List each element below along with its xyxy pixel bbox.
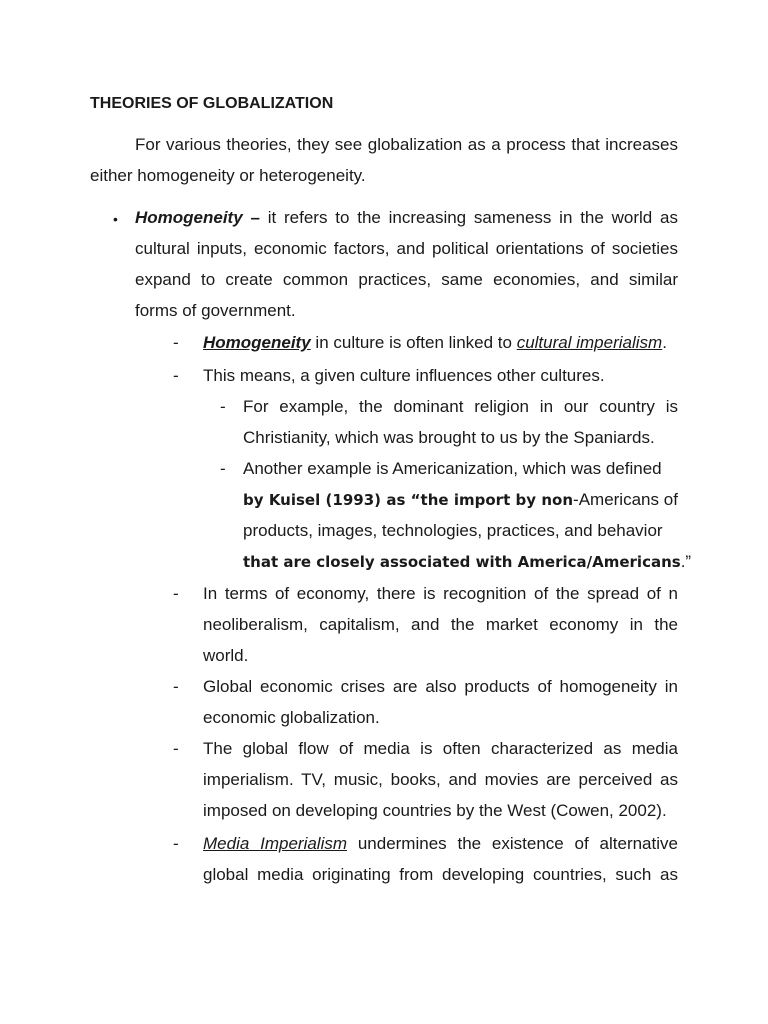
item3-line-1: In terms of economy, there is recognition of the spread of n (203, 584, 678, 603)
sub2-line-4 (243, 551, 691, 573)
item5-line-1: The global flow of media is often characterized as media (203, 739, 678, 758)
item5-line-2: imperialism. TV, music, books, and movies are perceived as (203, 770, 678, 789)
sub2-line-4-bold: that are closely associated with America/Americans (243, 553, 681, 571)
bullet-term: Homogeneity – (135, 208, 260, 227)
bullet-line-3: expand to create common practices, same economies, and similar (135, 270, 678, 289)
dash-marker: - (173, 677, 179, 696)
bullet-icon: • (113, 211, 118, 227)
dash-marker: - (173, 366, 179, 385)
dash-marker: - (220, 397, 226, 416)
item6-line-1-rest: undermines the existence of alternative (357, 834, 678, 853)
document-title: THEORIES OF GLOBALIZATION (90, 95, 334, 112)
item6-term: Media Imperialism (203, 834, 348, 853)
item1-term: Homogeneity (203, 333, 311, 352)
sub2-line-2 (243, 489, 678, 511)
item6-line-2: global media originating from developing countries, such as (203, 865, 678, 884)
dash-marker: - (173, 834, 179, 853)
sub2-line-1: Another example is Americanization, which was defined (243, 459, 662, 478)
bullet-line-1 (135, 207, 678, 229)
intro-line-2: either homogeneity or heterogeneity. (90, 166, 366, 185)
item-homogeneity-culture (203, 332, 667, 354)
bullet-line-4: forms of government. (135, 301, 296, 320)
sub2-line-4-end: .” (680, 552, 692, 571)
item4-line-1: Global economic crises are also products of homogeneity in (203, 677, 678, 696)
intro-line-1: For various theories, they see globalization as a process that increases (135, 135, 678, 154)
item4-line-2: economic globalization. (203, 708, 380, 727)
item1-link: cultural imperialism (516, 333, 663, 352)
dash-marker: - (173, 584, 179, 603)
sub1-line-1: For example, the dominant religion in our country is (243, 397, 678, 416)
item6-line-1 (203, 833, 678, 855)
bullet-line-2: cultural inputs, economic factors, and political orientations of societies (135, 239, 678, 258)
dash-marker: - (220, 459, 226, 478)
item-culture-influence: This means, a given culture influences other cultures. (203, 366, 605, 385)
sub2-line-3: products, images, technologies, practices, and behavior (243, 521, 663, 540)
item1-mid: in culture is often linked to (310, 333, 517, 352)
item1-end: . (662, 333, 667, 352)
item3-line-3: world. (203, 646, 249, 665)
sub2-line-2-bold: by Kuisel (1993) as “the import by non (243, 491, 574, 509)
item5-line-3: imposed on developing countries by the West (Cowen, 2002). (203, 801, 667, 820)
sub1-line-2: Christianity, which was brought to us by the Spaniards. (243, 428, 655, 447)
item3-line-2: neoliberalism, capitalism, and the market economy in the (203, 615, 678, 634)
dash-marker: - (173, 739, 179, 758)
bullet-line-1-rest: it refers to the increasing sameness in the world as (267, 208, 678, 227)
dash-marker: - (173, 333, 179, 352)
sub2-line-2-rest: -Americans of (573, 490, 678, 509)
